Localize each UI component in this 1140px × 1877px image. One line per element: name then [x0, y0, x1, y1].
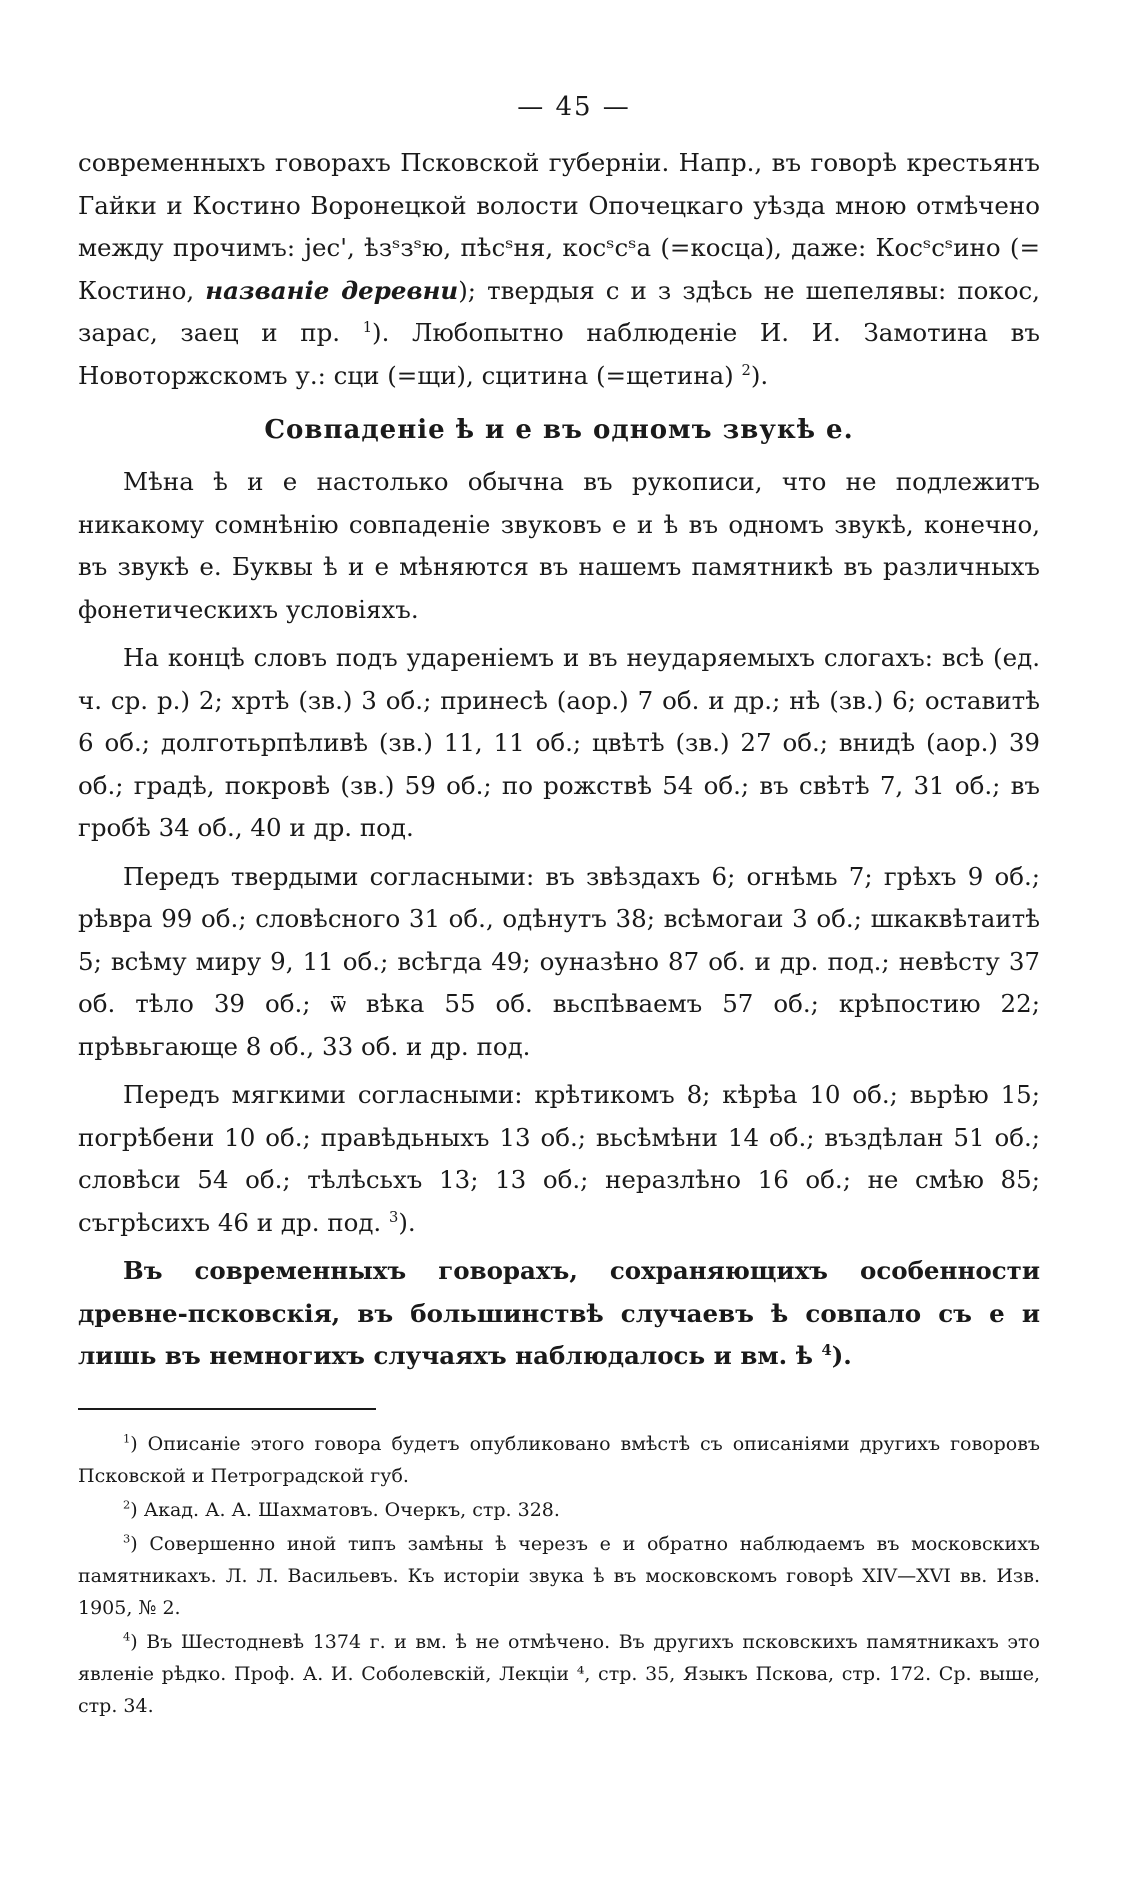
footnote-4 [78, 1626, 1040, 1722]
footnote-ref-4[interactable]: 4 [821, 1341, 832, 1359]
paragraph-1 [78, 142, 1040, 397]
p1-text-c: ). Любопытно наблюденіе И. И. Замотина въ Новоторжскомъ у.: сци (=щи), сцитина (=щетина) [78, 318, 1040, 390]
footnote-mark-3: 3 [123, 1531, 131, 1546]
footnote-text-1: ) Описаніе этого говора будетъ опубликовано вмѣстѣ съ описаніями другихъ говоровъ Псковской и Петроградской губ. [78, 1432, 1040, 1487]
p1-text-b: ); твердыя с и з здѣсь не шепелявы: покос, зарас, заец и пр. [78, 275, 1040, 347]
paragraph-4: Передъ твердыми согласными: въ звѣздахъ 6; огнѣмь 7; грѣхъ 9 об.; рѣвра 99 об.; словѣсного 31 об., одѣнутъ 38; всѣмогаи 3 об.; шкаквѣтаитѣ 5; всѣму миру 9, 11 об.; всѣгда 49; оуназѣно 87 об. и др. под.; невѣсту 37 об. тѣло 39 об.; ѿ вѣка 55 об. вьспѣваемъ 57 об.; крѣпостию 22; прѣвьгающе 8 об., 33 об. и др. под. [78, 861, 1040, 1061]
p5-end: ). [398, 1207, 416, 1237]
footnote-text-3: ) Совершенно иной типъ замѣны ѣ черезъ е и обратно наблюдаемъ въ московскихъ памятникахъ. Л. Л. Васильевъ. Къ исторіи звука ѣ въ московскомъ говорѣ XIV—XVI вв. Изв. 1905, № 2. [78, 1532, 1040, 1619]
body-text [78, 142, 1040, 1378]
footnote-text-2: ) Акад. А. А. Шахматовъ. Очеркъ, стр. 328. [130, 1498, 560, 1521]
paragraph-2: Мѣна ѣ и е настолько обычна въ рукописи, что не подлежитъ никакому сомнѣнію совпаденіе звуковъ е и ѣ въ одномъ звукѣ, конечно, въ звукѣ е. Буквы ѣ и е мѣняются въ нашемъ памятникѣ въ различныхъ фонетическихъ условіяхъ. [78, 467, 1040, 624]
footnotes [78, 1428, 1040, 1722]
footnote-text-4: ) Въ Шестодневѣ 1374 г. и вм. ѣ не отмѣчено. Въ другихъ псковскихъ памятникахъ это явленіе рѣдко. Проф. А. И. Соболевскій, Лекціи ⁴, стр. 35, Языкъ Пскова, стр. 172. Ср. выше, стр. 34. [78, 1630, 1040, 1717]
footnote-ref-3[interactable]: 3 [389, 1208, 399, 1226]
p1-italic: названіе деревни [205, 275, 459, 305]
footnote-ref-1[interactable]: 1 [362, 318, 373, 336]
p1-text-a: современныхъ говорахъ Псковской губерніи. Напр., въ говорѣ крестьянъ Гайки и Костино Воронецкой волости Опочецкаго уѣзда мною отмѣчено между прочимъ: jес', ѣзˢзˢю, пѣсˢня, косˢсˢа (=косца), даже: Косˢсˢино (= Костино, [78, 148, 1040, 305]
section-title: Совпаденіе ѣ и е въ одномъ звукѣ е. [264, 415, 854, 445]
footnote-1 [78, 1428, 1040, 1492]
footnote-ref-2[interactable]: 2 [741, 361, 751, 379]
paragraph-5 [78, 1074, 1040, 1244]
footnote-mark-1: 1 [123, 1431, 131, 1446]
p1-text-d: ). [750, 360, 769, 390]
p5-text: Передъ мягкими согласными: крѣтикомъ 8; кѣрѣа 10 об.; вьрѣю 15; погрѣбени 10 об.; правѣдьныхъ 13 об.; вьсѣмѣни 14 об.; въздѣлан 51 об.; словѣси 54 об.; тѣлѣсьхъ 13; 13 об.; неразлѣно 16 об.; не смѣю 85; съгрѣсихъ 46 и др. под. [78, 1080, 1040, 1237]
footnote-divider [78, 1408, 376, 1410]
paragraph-6 [78, 1250, 1040, 1378]
paragraph-3: На концѣ словъ подъ удареніемъ и въ неударяемыхъ слогахъ: всѣ (ед. ч. ср. р.) 2; хртѣ (зв.) 3 об.; принесѣ (аор.) 7 об. и др.; нѣ (зв.) 6; оставитѣ 6 об.; долготьрпѣливѣ (зв.) 11, 11 об.; цвѣтѣ (зв.) 27 об.; внидѣ (аор.) 39 об.; градѣ, покровѣ (зв.) 59 об.; по рожствѣ 54 об.; въ свѣтѣ 7, 31 об.; въ гробѣ 34 об., 40 и др. под. [78, 643, 1040, 842]
p6-text: Въ современныхъ говорахъ, сохраняющихъ особенности древне-псковскія, въ большинствѣ случаевъ ѣ совпало съ е и лишь въ немногихъ случаяхъ наблюдалось и вм. ѣ [78, 1256, 1040, 1370]
footnote-mark-2: 2 [123, 1497, 131, 1512]
footnote-3 [78, 1528, 1040, 1624]
p6-end: ). [831, 1341, 852, 1370]
footnote-mark-4: 4 [123, 1629, 131, 1644]
page-number: — 45 — [517, 92, 631, 122]
footnote-2 [78, 1494, 1040, 1526]
page [78, 92, 1040, 1724]
